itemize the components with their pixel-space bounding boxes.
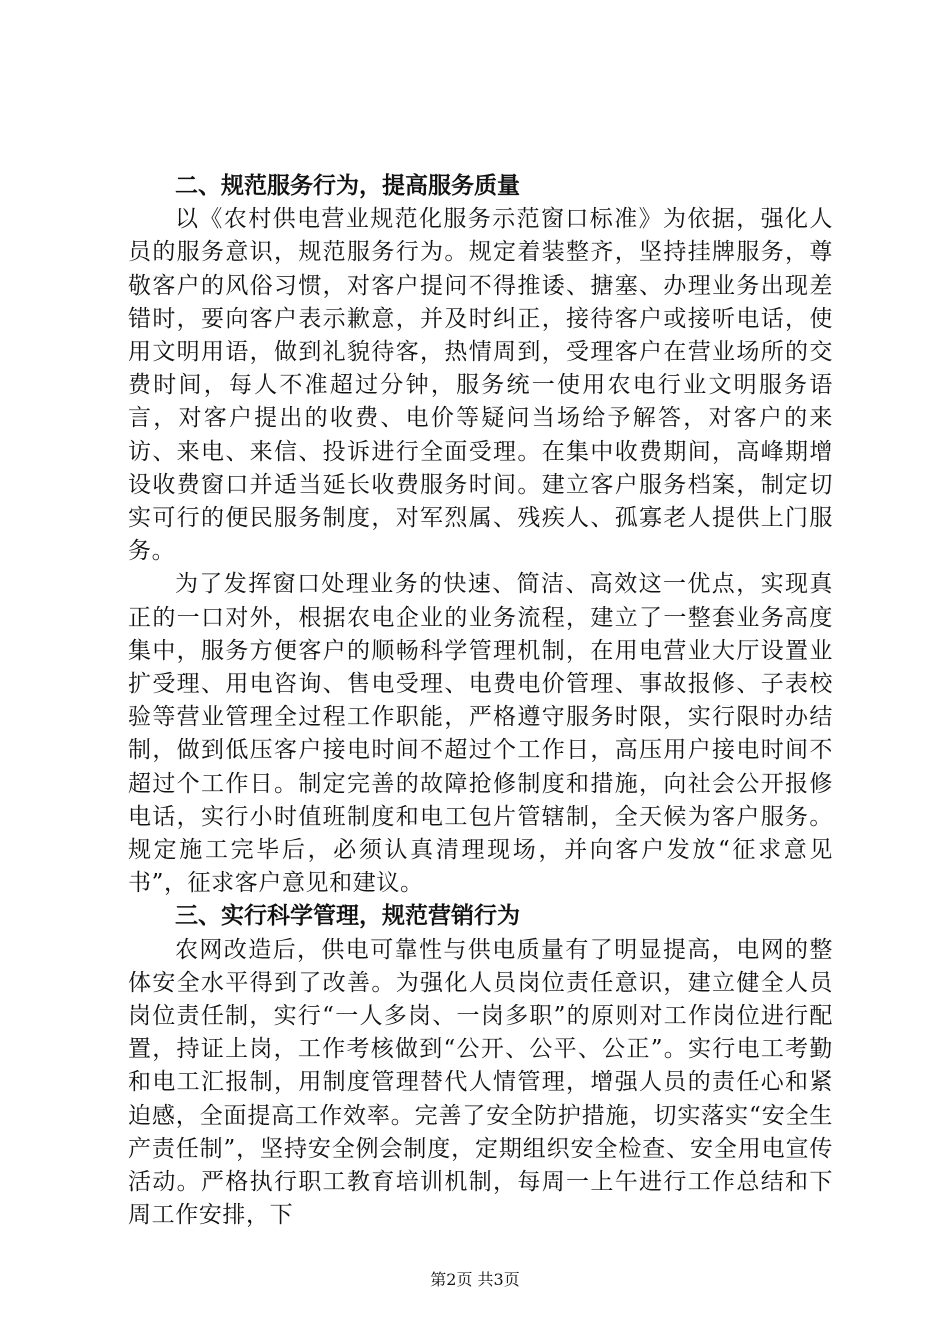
paragraph-service-window: 为了发挥窗口处理业务的快速、简洁、高效这一优点，实现真正的一口对外，根据农电企业的业务流程，建立了一整套业务高度集中，服务方便客户的顺畅科学管理机制，在用电营业大厅设置业扩受理、用电咨询、售电受理、电费电价管理、事故报修、子表校验等营业管理全过程工作职能，严格遵守服务时限，实行限时办结制，做到低压客户接电时间不超过个工作日，高压用户接电时间不超过个工作日。制定完善的故障抢修制度和措施，向社会公开报修电话，实行小时值班制度和电工包片管辖制，全天候为客户服务。规定施工完毕后，必须认真清理现场，并向客户发放“征求意见书”，征求客户意见和建议。 — [128, 571, 833, 897]
paragraph-management: 农网改造后，供电可靠性与供电质量有了明显提高，电网的整体安全水平得到了改善。为强化人员岗位责任意识，建立健全人员岗位责任制，实行“一人多岗、一岗多职”的原则对工作岗位进行配置，持证上岗，工作考核做到“公开、公平、公正”。实行电工考勤和电工汇报制，用制度管理替代人情管理，增强人员的责任心和紧迫感，全面提高工作效率。完善了安全防护措施，切实落实“安全生产责任制”，坚持安全例会制度，定期组织安全检查、安全用电宣传活动。严格执行职工教育培训机制，每周一上午进行工作总结和下周工作安排，下 — [128, 936, 833, 1229]
section-heading-service: 二、规范服务行为，提高服务质量 — [175, 173, 520, 199]
document-body — [128, 170, 833, 1233]
paragraph-service-standards: 以《农村供电营业规范化服务示范窗口标准》为依据，强化人员的服务意识，规范服务行为。规定着装整齐，坚持挂牌服务，尊敬客户的风俗习惯，对客户提问不得推诿、搪塞、办理业务出现差错时，要向客户表示歉意，并及时纠正，接待客户或接听电话，使用文明用语，做到礼貌待客，热情周到，受理客户在营业场所的交费时间，每人不准超过分钟，服务统一使用农电行业文明服务语言，对客户提出的收费、电价等疑问当场给予解答，对客户的来访、来电、来信、投诉进行全面受理。在集中收费期间，高峰期增设收费窗口并适当延长收费服务时间。建立客户服务档案，制定切实可行的便民服务制度，对军烈属、残疾人、孤寡老人提供上门服务。 — [128, 206, 833, 565]
page-footer: 第2页 共3页 — [430, 1270, 520, 1289]
section-heading-management: 三、实行科学管理，规范营销行为 — [175, 903, 520, 930]
